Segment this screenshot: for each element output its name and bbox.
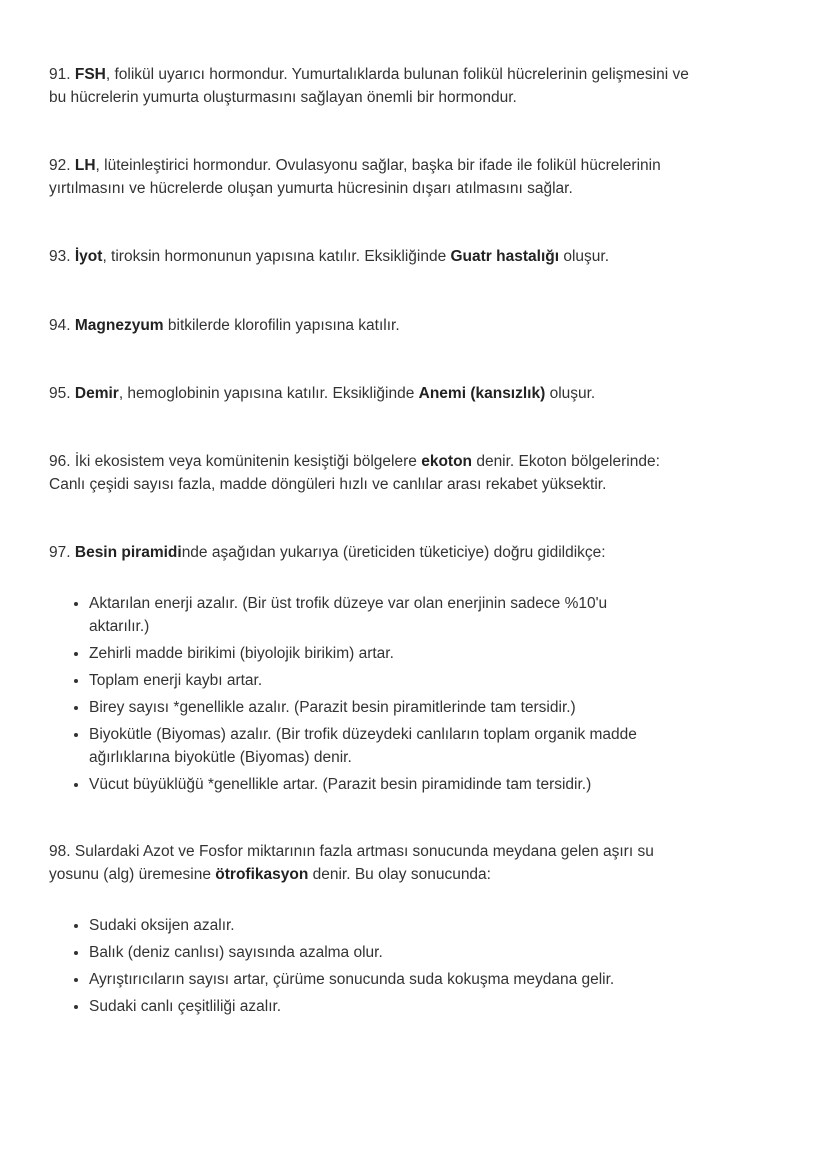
list-item: • Vücut büyüklüğü *genellikle artar. (Parazit besin piramidinde tam tersidir.) — [89, 773, 689, 796]
item-93 — [49, 245, 689, 268]
item-97 — [49, 541, 689, 564]
item-text: denir. Ekoton bölgelerinde: Canlı çeşidi sayısı fazla, madde döngüleri hızlı ve canlılar arası rekabet yüksektir. — [49, 453, 660, 493]
list-item: • Birey sayısı *genellikle azalır. (Parazit besin piramitlerinde tam tersidir.) — [89, 696, 689, 719]
term-besin-piramidi: Besin piramidi — [74, 544, 182, 561]
item-text: bitkilerde klorofilin yapısına katılır. — [163, 317, 400, 334]
term-guatr: Guatr hastalığı — [450, 248, 560, 265]
list-item: • Sudaki oksijen azalır. — [89, 914, 689, 937]
item-text: oluşur. — [545, 385, 596, 402]
term-otrofikasyon: ötrofikasyon — [215, 866, 309, 883]
item-number: 97. — [49, 544, 71, 561]
item-number: 95. — [49, 385, 71, 402]
item-95 — [49, 382, 689, 405]
term-ekoton: ekoton — [421, 453, 473, 470]
item-94 — [49, 314, 689, 337]
item-text: İki ekosistem veya komünitenin kesiştiği bölgelere — [74, 453, 422, 470]
item-text: , lüteinleştirici hormondur. Ovulasyonu sağlar, başka bir ifade ile folikül hücrelerinin yırtılmasını ve hücrelerde oluşan yumurta hücresinin dışarı atılmasını sağlar. — [49, 157, 661, 197]
item-98 — [49, 840, 689, 886]
list-item: • Zehirli madde birikimi (biyolojik birikim) artar. — [89, 642, 689, 665]
item-text: denir. Bu olay sonucunda: — [308, 866, 491, 883]
item-92 — [49, 154, 689, 200]
article-content — [49, 63, 689, 1018]
item-number: 98. — [49, 843, 71, 860]
term-magnezyum: Magnezyum — [74, 317, 164, 334]
item-number: 96. — [49, 453, 71, 470]
list-item: • Ayrıştırıcıların sayısı artar, çürüme sonucunda suda kokuşma meydana gelir. — [89, 968, 689, 991]
item-number: 94. — [49, 317, 71, 334]
item-text: nde aşağıdan yukarıya (üreticiden tüketiciye) doğru gidildikçe: — [181, 544, 606, 561]
item-text: Sulardaki Azot ve Fosfor miktarının fazla artması sonucunda meydana gelen aşırı su yosunu (alg) üremesine — [49, 843, 654, 883]
list-item: • Toplam enerji kaybı artar. — [89, 669, 689, 692]
term-demir: Demir — [74, 385, 119, 402]
term-lh: LH — [74, 157, 96, 174]
term-fsh: FSH — [74, 66, 106, 83]
item-text: oluşur. — [559, 248, 610, 265]
term-anemi: Anemi (kansızlık) — [418, 385, 546, 402]
item-text: , hemoglobinin yapısına katılır. Eksikliğinde — [118, 385, 419, 402]
list-item: • Sudaki canlı çeşitliliği azalır. — [89, 995, 689, 1018]
term-iyot: İyot — [74, 248, 103, 265]
item-number: 92. — [49, 157, 71, 174]
list-98 — [49, 914, 689, 1018]
item-text: , folikül uyarıcı hormondur. Yumurtalıklarda bulunan folikül hücrelerinin gelişmesini ve bu hücrelerin yumurta oluşturmasını sağlayan önemli bir hormondur. — [49, 66, 689, 106]
list-item: • Balık (deniz canlısı) sayısında azalma olur. — [89, 941, 689, 964]
list-97 — [49, 592, 689, 796]
item-number: 93. — [49, 248, 71, 265]
list-item: • Aktarılan enerji azalır. (Bir üst trofik düzeye var olan enerjinin sadece %10'u aktarılır.) — [89, 592, 689, 638]
item-96 — [49, 450, 689, 496]
list-item: • Biyokütle (Biyomas) azalır. (Bir trofik düzeydeki canlıların toplam organik madde ağırlıklarına biyokütle (Biyomas) denir. — [89, 723, 689, 769]
item-number: 91. — [49, 66, 71, 83]
item-text: , tiroksin hormonunun yapısına katılır. Eksikliğinde — [102, 248, 451, 265]
item-91 — [49, 63, 689, 109]
